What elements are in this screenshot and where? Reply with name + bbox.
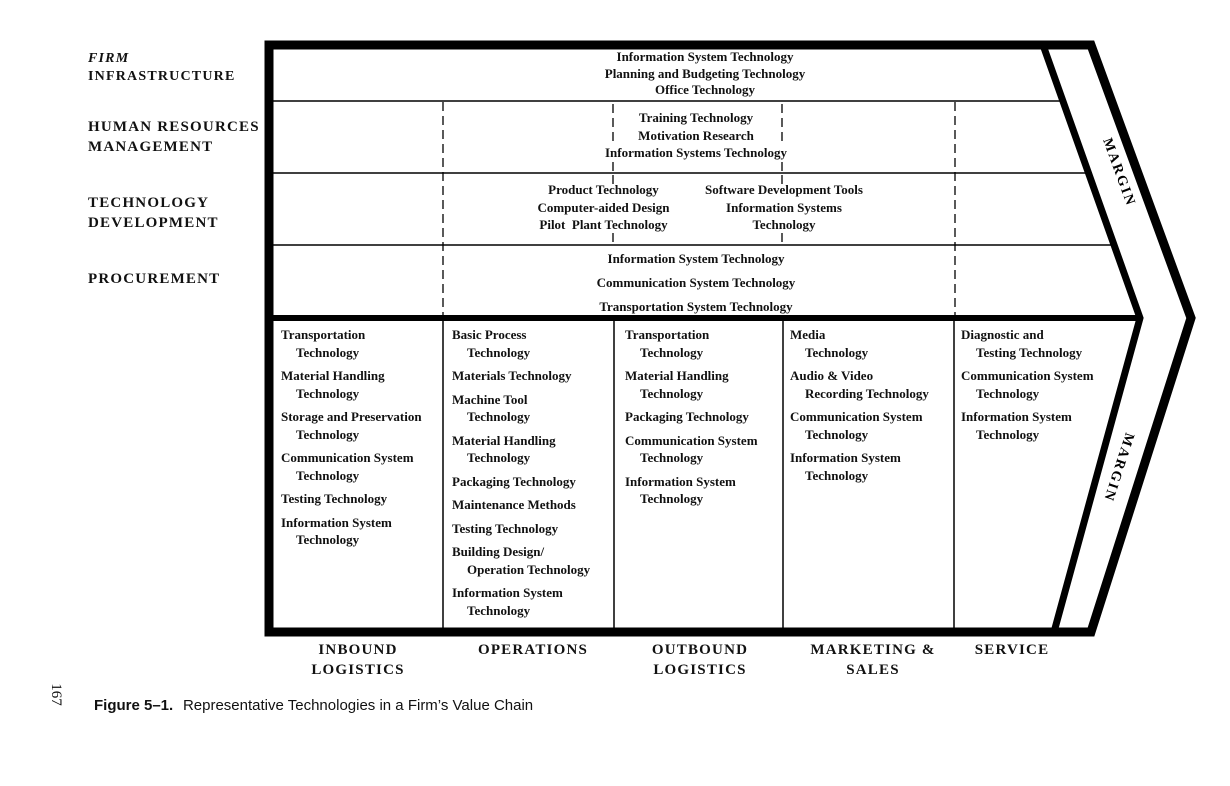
label-procurement: PROCUREMENT: [88, 271, 221, 287]
technology-item-line: Transportation: [281, 327, 366, 342]
technology-item-line: Material Handling: [452, 432, 556, 448]
technology-item-line: Packaging Technology: [625, 409, 749, 424]
technology-item: [281, 490, 441, 508]
technology-item: [961, 367, 1121, 402]
technology-item: [625, 326, 781, 361]
technology-item: [281, 449, 441, 484]
technology-item: [452, 520, 612, 538]
label-service: SERVICE: [974, 642, 1050, 658]
technology-item: [961, 326, 1121, 361]
label-human-resources-management: HUMAN RESOURCES MANAGEMENT: [88, 119, 260, 155]
technology-item-continuation: Technology: [467, 450, 531, 465]
technology-item-continuation: Testing Technology: [976, 344, 1083, 360]
operations-items: [452, 326, 612, 625]
technology-item-line: Diagnostic and: [961, 327, 1044, 342]
technology-item-continuation: Technology: [640, 450, 704, 465]
technology-item: [625, 473, 781, 508]
technology-item-continuation: Operation Technology: [467, 561, 591, 577]
technology-item-line: Transportation: [625, 327, 710, 342]
outbound-logistics-items: [625, 326, 781, 514]
technology-item-continuation: Technology: [640, 344, 704, 360]
technology-item: [452, 391, 612, 426]
technology-item-continuation: Technology: [976, 426, 1040, 442]
technology-item-line: Materials Technology: [452, 368, 572, 383]
technology-item-line: Information System: [281, 514, 392, 530]
technology-item-line: Maintenance Methods: [452, 497, 576, 512]
technology-item: [790, 408, 952, 443]
inbound-logistics-items: [281, 326, 441, 555]
technology-item: [281, 326, 441, 361]
technology-item-continuation: Technology: [976, 385, 1040, 401]
technology-item-line: Communication System: [625, 432, 758, 448]
margin-label-top: MARGIN: [1099, 136, 1138, 209]
technology-item: [790, 367, 952, 402]
technology-item: [452, 326, 612, 361]
technology-item: [281, 408, 441, 443]
technology-item-line: Basic Process: [452, 327, 527, 342]
label-technology-development: TECHNOLOGY DEVELOPMENT: [88, 195, 219, 231]
figure-number: Figure 5–1.: [94, 697, 174, 714]
technology-item-continuation: Technology: [296, 467, 360, 483]
margin-label-bottom: MARGIN: [1099, 430, 1137, 504]
technology-item-continuation: Technology: [296, 344, 360, 360]
technology-item-line: Testing Technology: [452, 520, 559, 536]
firm-infrastructure-items: Information System Technology Planning and Budgeting Technology Office Technology: [604, 49, 806, 97]
technology-item-continuation: Technology: [296, 385, 360, 401]
technology-item-continuation: Recording Technology: [805, 385, 929, 401]
technology-item-line: Information System: [452, 585, 563, 600]
figure-caption: [94, 697, 533, 715]
technology-item-continuation: Technology: [640, 491, 704, 506]
technology-item-line: Material Handling: [281, 368, 385, 383]
technology-item: [452, 473, 612, 491]
label-firm-infrastructure: FIRM INFRASTRUCTURE: [88, 51, 236, 84]
technology-item-line: Media: [790, 327, 826, 342]
technology-item: [281, 514, 441, 549]
technology-item-continuation: Technology: [467, 602, 531, 618]
technology-item-continuation: Technology: [805, 344, 869, 360]
technology-item-line: Machine Tool: [452, 391, 528, 407]
technology-item: [452, 584, 612, 619]
technology-item: [452, 367, 612, 385]
technology-item-line: Information System: [625, 473, 736, 489]
label-marketing-sales: MARKETING & SALES: [810, 642, 936, 678]
marketing-sales-items: [790, 326, 952, 490]
technology-item: [452, 543, 612, 578]
technology-item-line: Information System: [961, 409, 1072, 424]
technology-item-line: Material Handling: [625, 368, 729, 383]
technology-item: [961, 408, 1121, 443]
label-outbound-logistics: OUTBOUND LOGISTICS: [651, 642, 749, 678]
technology-item-line: Testing Technology: [281, 491, 388, 506]
technology-item-continuation: Technology: [296, 426, 360, 442]
tech-dev-left-items: Product Technology Computer-aided Design Pilot Plant Technology: [537, 182, 670, 232]
technology-item-line: Information System: [790, 450, 901, 465]
technology-item: [452, 496, 612, 514]
hrm-items: Training Technology Motivation Research Information Systems Technology: [604, 110, 788, 160]
technology-item-line: Storage and Preservation: [281, 409, 422, 424]
technology-item-continuation: Technology: [467, 409, 531, 424]
technology-item-continuation: Technology: [805, 467, 869, 483]
technology-item-line: Communication System: [790, 409, 923, 424]
tech-dev-right-items: Software Development Tools Information Systems Technology: [705, 182, 863, 232]
figure-title: Representative Technologies in a Firm’s Value Chain: [182, 697, 534, 714]
technology-item: [452, 432, 612, 467]
service-items: [961, 326, 1121, 449]
technology-item-line: Packaging Technology: [452, 473, 576, 489]
technology-item: [625, 432, 781, 467]
technology-item: [790, 326, 952, 361]
technology-item: [625, 367, 781, 402]
technology-item-line: Communication System: [961, 368, 1094, 383]
technology-item-line: Building Design/: [452, 544, 545, 559]
label-operations: OPERATIONS: [477, 642, 589, 658]
technology-item: [790, 449, 952, 484]
technology-item-continuation: Technology: [296, 532, 360, 547]
technology-item-line: Communication System: [281, 450, 414, 465]
technology-item-line: Audio & Video: [790, 368, 874, 383]
technology-item: [281, 367, 441, 402]
technology-item-continuation: Technology: [805, 426, 869, 442]
technology-item-continuation: Technology: [640, 385, 704, 401]
technology-item: [625, 408, 781, 426]
procurement-items: Information System Technology Communication System Technology Transportation System Technology: [596, 251, 796, 314]
page-number: 167: [47, 683, 64, 706]
technology-item-continuation: Technology: [467, 344, 531, 360]
label-inbound-logistics: INBOUND LOGISTICS: [311, 642, 405, 678]
